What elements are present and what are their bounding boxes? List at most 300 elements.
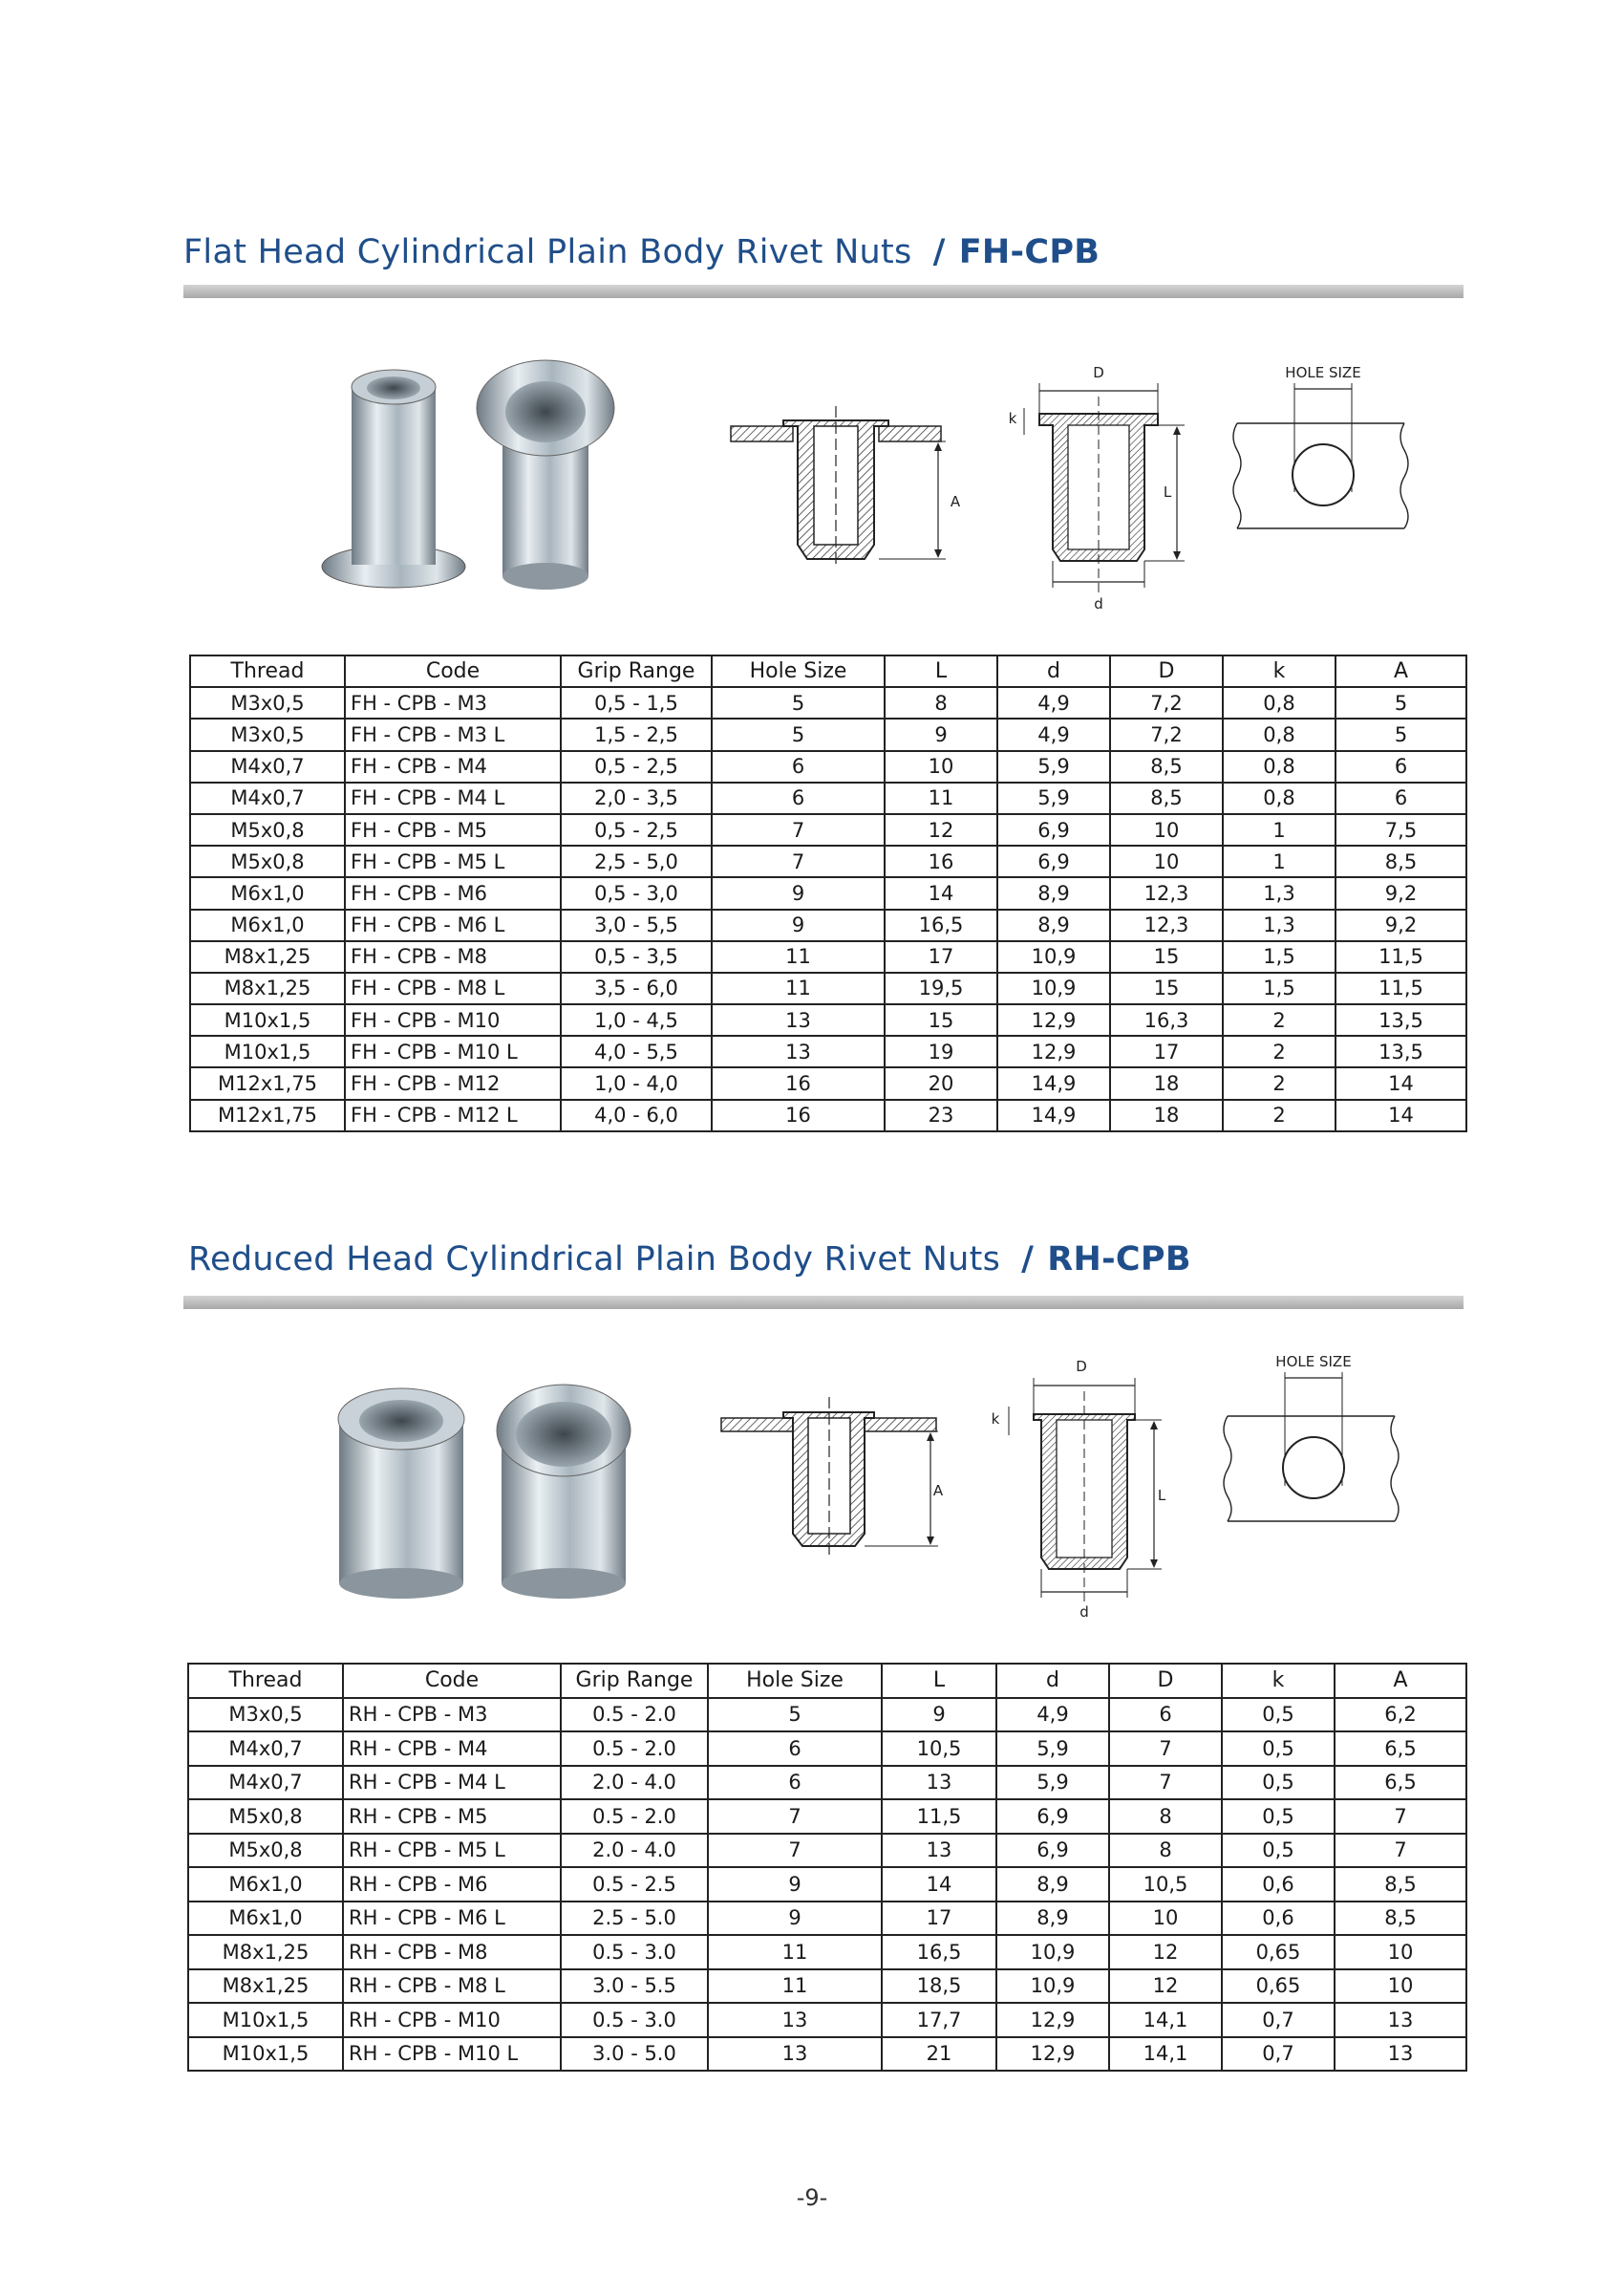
table-cell: 7 xyxy=(1109,1731,1222,1766)
table-cell: 8,5 xyxy=(1336,846,1466,877)
rh-dim-label-l: L xyxy=(1157,1487,1166,1504)
table-cell: 10,9 xyxy=(996,1935,1109,1969)
table-cell: 9,2 xyxy=(1336,877,1466,909)
table-cell: 9 xyxy=(712,877,885,909)
table-cell: 12 xyxy=(1109,1935,1222,1969)
table-cell: 9 xyxy=(885,719,997,750)
table-cell: RH - CPB - M5 xyxy=(343,1799,561,1834)
table-cell: 12,3 xyxy=(1110,910,1223,941)
table-cell: FH - CPB - M5 xyxy=(345,814,561,846)
table-cell: 3.0 - 5.5 xyxy=(561,1969,708,2004)
rh-title-text: Reduced Head Cylindrical Plain Body Rivet Nuts xyxy=(188,1240,1001,1279)
table-cell: 23 xyxy=(885,1100,997,1131)
table-cell: 1,3 xyxy=(1223,877,1336,909)
table-cell: 12,9 xyxy=(996,2003,1109,2037)
table-row xyxy=(190,751,1466,783)
column-header: d xyxy=(996,1664,1109,1698)
table-cell: M8x1,25 xyxy=(188,1969,343,2004)
table-cell: M10x1,5 xyxy=(190,1004,345,1036)
table-cell: M4x0,7 xyxy=(188,1766,343,1800)
table-cell: FH - CPB - M8 xyxy=(345,941,561,973)
table-cell: 5 xyxy=(1336,719,1466,750)
table-cell: 20 xyxy=(885,1067,997,1099)
table-row xyxy=(188,1731,1466,1766)
rh-spec-table xyxy=(187,1663,1467,2072)
table-cell: 13 xyxy=(708,2037,882,2072)
table-cell: 1 xyxy=(1223,846,1336,877)
table-cell: FH - CPB - M6 xyxy=(345,877,561,909)
rh-section-title xyxy=(188,1240,1191,1279)
table-row xyxy=(188,1834,1466,1868)
table-cell: 5,9 xyxy=(996,1731,1109,1766)
table-cell: 9 xyxy=(708,1867,882,1902)
table-cell: M10x1,5 xyxy=(188,2003,343,2037)
table-cell: 0.5 - 3.0 xyxy=(561,1935,708,1969)
table-cell: FH - CPB - M4 L xyxy=(345,783,561,814)
column-header: D xyxy=(1110,655,1223,687)
fh-dim-label-k: k xyxy=(1008,410,1017,427)
table-cell: 6,9 xyxy=(996,1799,1109,1834)
table-cell: M5x0,8 xyxy=(190,814,345,846)
table-cell: 2.0 - 4.0 xyxy=(561,1834,708,1868)
table-cell: 9,2 xyxy=(1336,910,1466,941)
table-cell: 14 xyxy=(1336,1067,1466,1099)
table-row xyxy=(188,2037,1466,2072)
table-cell: 10 xyxy=(1110,814,1223,846)
table-cell: 14,1 xyxy=(1109,2037,1222,2072)
table-cell: 16,3 xyxy=(1110,1004,1223,1036)
table-cell: 0,7 xyxy=(1222,2037,1335,2072)
table-cell: 13 xyxy=(882,1834,996,1868)
table-cell: 0,5 xyxy=(1222,1731,1335,1766)
table-cell: 4,0 - 5,5 xyxy=(561,1036,712,1067)
table-cell: 2.5 - 5.0 xyxy=(561,1902,708,1936)
column-header: Hole Size xyxy=(712,655,885,687)
table-cell: 6,9 xyxy=(996,1834,1109,1868)
table-cell: M5x0,8 xyxy=(188,1834,343,1868)
table-cell: 0,5 - 3,5 xyxy=(561,941,712,973)
table-cell: 10,5 xyxy=(1109,1867,1222,1902)
column-header: D xyxy=(1109,1664,1222,1698)
table-cell: 18 xyxy=(1110,1067,1223,1099)
table-cell: 13 xyxy=(1335,2037,1466,2072)
table-cell: 6,5 xyxy=(1335,1731,1466,1766)
table-row xyxy=(188,1799,1466,1834)
table-cell: 7 xyxy=(1335,1799,1466,1834)
table-cell: 0,8 xyxy=(1223,751,1336,783)
table-cell: RH - CPB - M6 xyxy=(343,1867,561,1902)
table-cell: 4,9 xyxy=(996,1698,1109,1732)
rh-hole-size-label: HOLE SIZE xyxy=(1275,1353,1352,1370)
table-cell: 9 xyxy=(712,910,885,941)
table-cell: 7 xyxy=(1335,1834,1466,1868)
table-cell: 5 xyxy=(712,687,885,719)
rh-title-abbr: RH-CPB xyxy=(1047,1240,1191,1279)
table-cell: 5,9 xyxy=(997,751,1110,783)
table-cell: M6x1,0 xyxy=(188,1867,343,1902)
table-cell: 5 xyxy=(708,1698,882,1732)
table-cell: 14 xyxy=(882,1867,996,1902)
table-cell: M5x0,8 xyxy=(190,846,345,877)
column-header: L xyxy=(882,1664,996,1698)
table-cell: 14,9 xyxy=(997,1067,1110,1099)
column-header: d xyxy=(997,655,1110,687)
fh-spec-table xyxy=(189,655,1467,1132)
table-cell: 12 xyxy=(885,814,997,846)
table-cell: 0,7 xyxy=(1222,2003,1335,2037)
table-cell: 2.0 - 4.0 xyxy=(561,1766,708,1800)
table-cell: FH - CPB - M6 L xyxy=(345,910,561,941)
table-cell: 14 xyxy=(885,877,997,909)
table-row xyxy=(188,1935,1466,1969)
table-cell: RH - CPB - M10 L xyxy=(343,2037,561,2072)
table-cell: 0,5 xyxy=(1222,1766,1335,1800)
table-cell: FH - CPB - M4 xyxy=(345,751,561,783)
table-cell: 16 xyxy=(712,1067,885,1099)
table-cell: 6,2 xyxy=(1335,1698,1466,1732)
page-number: -9- xyxy=(796,2184,828,2211)
table-cell: 6 xyxy=(708,1731,882,1766)
table-cell: 7 xyxy=(708,1799,882,1834)
table-cell: 0.5 - 3.0 xyxy=(561,2003,708,2037)
table-cell: 10,5 xyxy=(882,1731,996,1766)
rh-table-header-row xyxy=(188,1664,1466,1698)
column-header: Code xyxy=(345,655,561,687)
table-cell: 7,5 xyxy=(1336,814,1466,846)
table-cell: M3x0,5 xyxy=(190,687,345,719)
table-cell: 6,9 xyxy=(997,814,1110,846)
table-cell: 12,9 xyxy=(997,1004,1110,1036)
table-cell: 13 xyxy=(712,1004,885,1036)
table-row xyxy=(190,814,1466,846)
table-cell: 17 xyxy=(1110,1036,1223,1067)
table-cell: 8 xyxy=(1109,1834,1222,1868)
table-row xyxy=(190,783,1466,814)
table-cell: M12x1,75 xyxy=(190,1067,345,1099)
table-cell: 15 xyxy=(885,1004,997,1036)
table-cell: 13 xyxy=(882,1766,996,1800)
table-cell: 12,9 xyxy=(997,1036,1110,1067)
table-cell: 0,5 - 2,5 xyxy=(561,751,712,783)
table-cell: M8x1,25 xyxy=(188,1935,343,1969)
table-cell: 13 xyxy=(1335,2003,1466,2037)
table-cell: 2 xyxy=(1223,1004,1336,1036)
fh-table-header-row xyxy=(190,655,1466,687)
table-cell: 10,9 xyxy=(996,1969,1109,2004)
table-cell: 13 xyxy=(708,2003,882,2037)
table-cell: 16,5 xyxy=(885,910,997,941)
table-cell: M6x1,0 xyxy=(190,910,345,941)
table-cell: 7,2 xyxy=(1110,719,1223,750)
table-cell: 10 xyxy=(1110,846,1223,877)
table-cell: 2 xyxy=(1223,1067,1336,1099)
table-row xyxy=(190,719,1466,750)
table-cell: 6,5 xyxy=(1335,1766,1466,1800)
table-cell: 15 xyxy=(1110,941,1223,973)
table-row xyxy=(190,846,1466,877)
table-cell: 4,0 - 6,0 xyxy=(561,1100,712,1131)
table-cell: 0,5 - 2,5 xyxy=(561,814,712,846)
table-cell: 0,8 xyxy=(1223,719,1336,750)
table-cell: 0.5 - 2.0 xyxy=(561,1799,708,1834)
table-cell: 6 xyxy=(712,751,885,783)
table-cell: RH - CPB - M8 L xyxy=(343,1969,561,2004)
table-cell: 4,9 xyxy=(997,719,1110,750)
fh-title-abbr: FH-CPB xyxy=(958,233,1100,271)
table-cell: M8x1,25 xyxy=(190,941,345,973)
table-cell: 8,9 xyxy=(996,1902,1109,1936)
table-cell: 11 xyxy=(708,1935,882,1969)
table-row xyxy=(190,910,1466,941)
table-cell: 6 xyxy=(708,1766,882,1800)
rh-installed-section-diagram xyxy=(716,1395,955,1558)
column-header: k xyxy=(1223,655,1336,687)
column-header: A xyxy=(1336,655,1466,687)
table-cell: FH - CPB - M3 xyxy=(345,687,561,719)
rh-product-photo xyxy=(325,1381,650,1601)
table-cell: 16,5 xyxy=(882,1935,996,1969)
table-cell: 11 xyxy=(712,941,885,973)
table-row xyxy=(188,1902,1466,1936)
table-cell: RH - CPB - M4 L xyxy=(343,1766,561,1800)
table-cell: 9 xyxy=(882,1698,996,1732)
table-cell: 15 xyxy=(1110,973,1223,1004)
rh-dim-label-k: k xyxy=(991,1410,1000,1428)
table-cell: 0,6 xyxy=(1222,1902,1335,1936)
table-cell: 8,5 xyxy=(1335,1902,1466,1936)
table-cell: FH - CPB - M12 L xyxy=(345,1100,561,1131)
table-cell: 1 xyxy=(1223,814,1336,846)
table-cell: 1,5 xyxy=(1223,973,1336,1004)
table-cell: 2,5 - 5,0 xyxy=(561,846,712,877)
table-cell: FH - CPB - M5 L xyxy=(345,846,561,877)
table-cell: 11 xyxy=(885,783,997,814)
rh-dim-label-a: A xyxy=(932,1482,944,1499)
table-cell: RH - CPB - M10 xyxy=(343,2003,561,2037)
fh-title-rule xyxy=(183,285,1464,298)
table-cell: 10 xyxy=(1335,1969,1466,2004)
table-row xyxy=(190,1100,1466,1131)
table-cell: 2 xyxy=(1223,1100,1336,1131)
column-header: Grip Range xyxy=(561,655,712,687)
table-cell: 12,3 xyxy=(1110,877,1223,909)
table-cell: 6 xyxy=(1336,751,1466,783)
table-cell: 7 xyxy=(712,846,885,877)
table-cell: 6,9 xyxy=(997,846,1110,877)
fh-dimension-diagram xyxy=(994,358,1194,616)
table-cell: 19 xyxy=(885,1036,997,1067)
table-cell: 13,5 xyxy=(1336,1036,1466,1067)
table-cell: 0,65 xyxy=(1222,1935,1335,1969)
table-cell: 8,9 xyxy=(997,877,1110,909)
rh-title-rule xyxy=(183,1296,1464,1309)
table-cell: 7 xyxy=(712,814,885,846)
table-cell: 16 xyxy=(885,846,997,877)
table-cell: 0,5 xyxy=(1222,1834,1335,1868)
table-row xyxy=(188,1766,1466,1800)
table-cell: 6 xyxy=(1109,1698,1222,1732)
table-cell: 10 xyxy=(1109,1902,1222,1936)
table-cell: 0,5 - 3,0 xyxy=(561,877,712,909)
table-row xyxy=(190,973,1466,1004)
fh-title-text: Flat Head Cylindrical Plain Body Rivet Nuts xyxy=(183,233,912,271)
table-cell: 11,5 xyxy=(1336,941,1466,973)
fh-dim-label-d-lower: d xyxy=(1094,595,1103,612)
table-cell: FH - CPB - M12 xyxy=(345,1067,561,1099)
table-cell: 19,5 xyxy=(885,973,997,1004)
table-cell: M3x0,5 xyxy=(190,719,345,750)
fh-section-title xyxy=(183,233,1100,271)
table-cell: 18 xyxy=(1110,1100,1223,1131)
table-cell: M5x0,8 xyxy=(188,1799,343,1834)
table-cell: 3,0 - 5,5 xyxy=(561,910,712,941)
table-cell: 16 xyxy=(712,1100,885,1131)
table-cell: 0,6 xyxy=(1222,1867,1335,1902)
table-cell: 5 xyxy=(712,719,885,750)
table-cell: 1,0 - 4,5 xyxy=(561,1004,712,1036)
table-cell: RH - CPB - M3 xyxy=(343,1698,561,1732)
table-cell: RH - CPB - M5 L xyxy=(343,1834,561,1868)
table-cell: 0,8 xyxy=(1223,687,1336,719)
table-row xyxy=(188,1969,1466,2004)
table-cell: 12,9 xyxy=(996,2037,1109,2072)
table-cell: 7 xyxy=(708,1834,882,1868)
table-cell: 11 xyxy=(712,973,885,1004)
table-row xyxy=(190,1004,1466,1036)
table-cell: 5,9 xyxy=(997,783,1110,814)
table-cell: 5,9 xyxy=(996,1766,1109,1800)
column-header: Grip Range xyxy=(561,1664,708,1698)
table-cell: 4,9 xyxy=(997,687,1110,719)
table-cell: 6 xyxy=(712,783,885,814)
table-cell: 9 xyxy=(708,1902,882,1936)
table-row xyxy=(188,1698,1466,1732)
table-cell: 8,9 xyxy=(997,910,1110,941)
table-cell: 8,5 xyxy=(1110,751,1223,783)
fh-dim-label-a: A xyxy=(950,493,961,510)
table-cell: 10 xyxy=(885,751,997,783)
table-cell: 0.5 - 2.0 xyxy=(561,1731,708,1766)
table-cell: 0,5 xyxy=(1222,1799,1335,1834)
table-cell: 0,65 xyxy=(1222,1969,1335,2004)
table-cell: 8 xyxy=(885,687,997,719)
fh-title-separator: / xyxy=(932,233,946,271)
table-cell: 7 xyxy=(1109,1766,1222,1800)
table-cell: M6x1,0 xyxy=(190,877,345,909)
table-cell: 14 xyxy=(1336,1100,1466,1131)
table-cell: 0,5 - 1,5 xyxy=(561,687,712,719)
column-header: Thread xyxy=(190,655,345,687)
table-cell: 8,9 xyxy=(996,1867,1109,1902)
table-cell: RH - CPB - M4 xyxy=(343,1731,561,1766)
column-header: Code xyxy=(343,1664,561,1698)
rh-dim-label-d-lower: d xyxy=(1079,1603,1089,1621)
table-cell: 1,3 xyxy=(1223,910,1336,941)
rh-dim-label-d-upper: D xyxy=(1076,1358,1087,1375)
table-cell: 2 xyxy=(1223,1036,1336,1067)
table-row xyxy=(190,687,1466,719)
table-cell: M12x1,75 xyxy=(190,1100,345,1131)
table-cell: 21 xyxy=(882,2037,996,2072)
column-header: k xyxy=(1222,1664,1335,1698)
table-row xyxy=(190,1067,1466,1099)
table-row xyxy=(190,1036,1466,1067)
fh-hole-size-diagram xyxy=(1228,358,1438,535)
table-cell: 3.0 - 5.0 xyxy=(561,2037,708,2072)
rh-hole-size-diagram xyxy=(1218,1347,1428,1529)
table-cell: 1,5 xyxy=(1223,941,1336,973)
table-cell: 12 xyxy=(1109,1969,1222,2004)
rh-dimension-diagram xyxy=(974,1347,1175,1624)
table-cell: M10x1,5 xyxy=(188,2037,343,2072)
table-row xyxy=(190,877,1466,909)
column-header: L xyxy=(885,655,997,687)
table-cell: M10x1,5 xyxy=(190,1036,345,1067)
table-cell: M8x1,25 xyxy=(190,973,345,1004)
column-header: A xyxy=(1335,1664,1466,1698)
table-cell: M4x0,7 xyxy=(188,1731,343,1766)
table-cell: 13 xyxy=(712,1036,885,1067)
table-cell: FH - CPB - M8 L xyxy=(345,973,561,1004)
table-cell: M4x0,7 xyxy=(190,751,345,783)
table-cell: RH - CPB - M6 L xyxy=(343,1902,561,1936)
fh-hole-size-label: HOLE SIZE xyxy=(1285,364,1361,381)
table-cell: 6 xyxy=(1336,783,1466,814)
table-cell: 11,5 xyxy=(882,1799,996,1834)
fh-product-photo xyxy=(315,358,669,597)
table-cell: M6x1,0 xyxy=(188,1902,343,1936)
table-cell: M4x0,7 xyxy=(190,783,345,814)
table-cell: 7,2 xyxy=(1110,687,1223,719)
column-header: Thread xyxy=(188,1664,343,1698)
rh-title-separator: / xyxy=(1021,1240,1035,1279)
table-cell: FH - CPB - M10 L xyxy=(345,1036,561,1067)
table-cell: 17 xyxy=(882,1902,996,1936)
table-cell: FH - CPB - M10 xyxy=(345,1004,561,1036)
table-cell: 8,5 xyxy=(1335,1867,1466,1902)
table-row xyxy=(188,2003,1466,2037)
table-cell: 14,1 xyxy=(1109,2003,1222,2037)
table-cell: 11,5 xyxy=(1336,973,1466,1004)
fh-dim-label-d-upper: D xyxy=(1093,364,1104,381)
table-cell: 18,5 xyxy=(882,1969,996,2004)
table-cell: 11 xyxy=(708,1969,882,2004)
table-row xyxy=(190,941,1466,973)
table-cell: M3x0,5 xyxy=(188,1698,343,1732)
table-cell: RH - CPB - M8 xyxy=(343,1935,561,1969)
table-cell: 10 xyxy=(1335,1935,1466,1969)
table-cell: 10,9 xyxy=(997,973,1110,1004)
column-header: Hole Size xyxy=(708,1664,882,1698)
table-cell: FH - CPB - M3 L xyxy=(345,719,561,750)
table-cell: 8,5 xyxy=(1110,783,1223,814)
table-cell: 14,9 xyxy=(997,1100,1110,1131)
table-cell: 3,5 - 6,0 xyxy=(561,973,712,1004)
table-cell: 0,5 xyxy=(1222,1698,1335,1732)
table-cell: 1,5 - 2,5 xyxy=(561,719,712,750)
table-cell: 8 xyxy=(1109,1799,1222,1834)
table-cell: 17,7 xyxy=(882,2003,996,2037)
table-cell: 2,0 - 3,5 xyxy=(561,783,712,814)
fh-installed-section-diagram xyxy=(726,401,965,573)
table-cell: 10,9 xyxy=(997,941,1110,973)
table-cell: 5 xyxy=(1336,687,1466,719)
table-cell: 0.5 - 2.5 xyxy=(561,1867,708,1902)
table-row xyxy=(188,1867,1466,1902)
table-cell: 1,0 - 4,0 xyxy=(561,1067,712,1099)
table-cell: 13,5 xyxy=(1336,1004,1466,1036)
table-cell: 0,8 xyxy=(1223,783,1336,814)
